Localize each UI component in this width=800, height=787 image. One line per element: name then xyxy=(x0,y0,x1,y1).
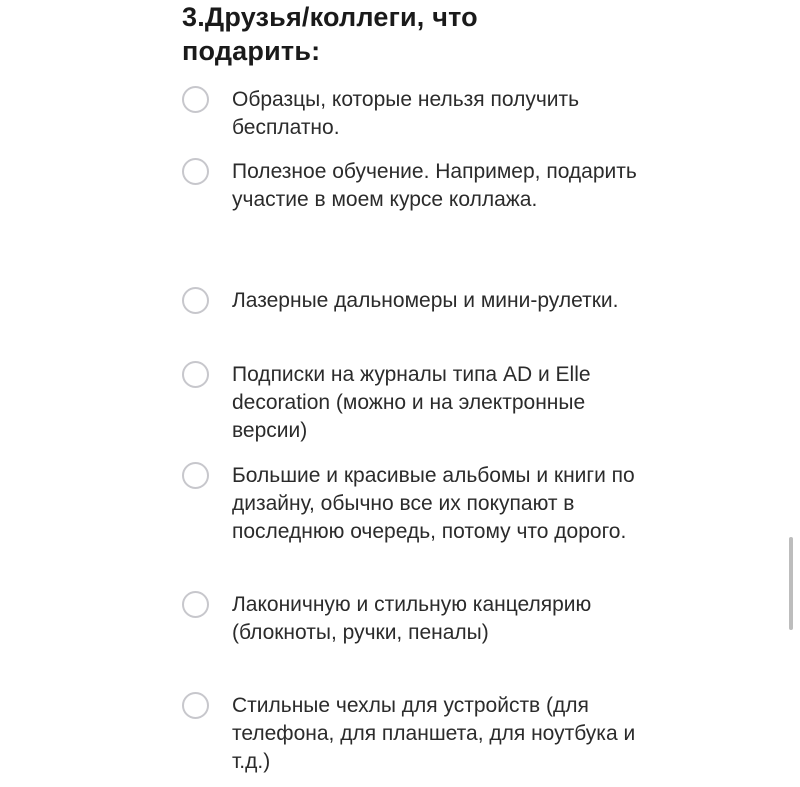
checklist-item-text[interactable]: Подписки на журналы типа AD и Elle decoration (можно и на электронные версии) xyxy=(232,363,591,442)
unchecked-circle-icon[interactable] xyxy=(182,692,209,719)
checklist-heading: 3.Друзья/коллеги, что подарить: xyxy=(182,2,478,66)
unchecked-circle-icon[interactable] xyxy=(182,591,209,618)
unchecked-circle-icon[interactable] xyxy=(182,287,209,314)
checklist-item-text[interactable]: Большие и красивые альбомы и книги по дизайну, обычно все их покупают в последнюю очередь, потому что дорого. xyxy=(232,464,635,543)
checklist-item-text[interactable]: Лаконичную и стильную канцелярию (блокноты, ручки, пеналы) xyxy=(232,593,592,644)
checklist-item-text[interactable]: Полезное обучение. Например, подарить участие в моем курсе коллажа. xyxy=(232,160,637,211)
unchecked-circle-icon[interactable] xyxy=(182,462,209,489)
unchecked-circle-icon[interactable] xyxy=(182,361,209,388)
unchecked-circle-icon[interactable] xyxy=(182,86,209,113)
checklist-item-text[interactable]: Лазерные дальномеры и мини-рулетки. xyxy=(232,289,619,312)
vertical-scrollbar[interactable] xyxy=(789,537,793,630)
unchecked-circle-icon[interactable] xyxy=(182,158,209,185)
checklist-item-text[interactable]: Стильные чехлы для устройств (для телефона, для планшета, для ноутбука и т.д.) xyxy=(232,694,636,773)
checklist-item-text[interactable]: Образцы, которые нельзя получить бесплатно. xyxy=(232,88,580,139)
